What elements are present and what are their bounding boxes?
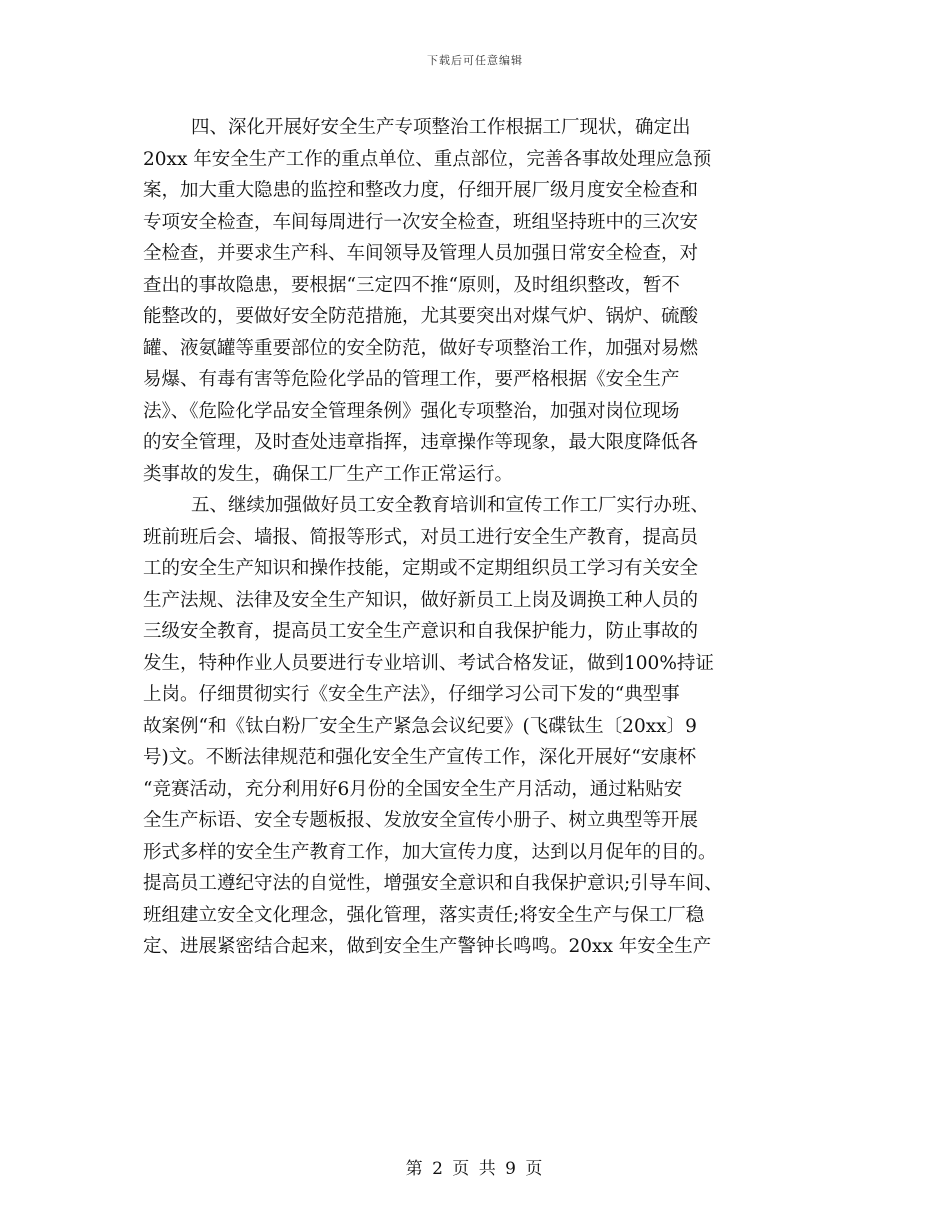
text-line: 的安全管理，及时查处违章指挥，违章操作等现象，最大限度降低各 bbox=[143, 432, 699, 453]
text-line: 20xx 年安全生产工作的重点单位、重点部位，完善各事故处理应急预 bbox=[143, 148, 712, 170]
paragraph bbox=[143, 490, 803, 963]
text-line: 班组建立安全文化理念，强化管理，落实责任;将安全生产与保工厂稳 bbox=[143, 904, 705, 926]
text-line: 号)文。不断法律规范和强化安全生产宣传工作，深化开展好“安康杯 bbox=[143, 747, 697, 768]
page-header: 下载后可任意编辑 bbox=[427, 54, 523, 67]
text-line: “竞赛活动，充分利用好6月份的全国安全生产月活动，通过粘贴安 bbox=[143, 778, 683, 800]
text-line: 三级安全教育，提高员工安全生产意识和自我保护能力，防止事故的 bbox=[143, 621, 699, 642]
text-line: 全生产标语、安全专题板报、发放安全宣传小册子、树立典型等开展 bbox=[143, 810, 699, 831]
text-line: 全检查，并要求生产科、车间领导及管理人员加强日常安全检查，对 bbox=[143, 243, 699, 264]
text-line: 提高员工遵纪守法的自觉性，增强安全意识和自我保护意识;引导车间、 bbox=[143, 873, 723, 894]
text-line: 上岗。仔细贯彻实行《安全生产法》，仔细学习公司下发的“典型事 bbox=[143, 684, 680, 705]
text-line: 罐、液氨罐等重要部位的安全防范，做好专项整治工作，加强对易燃 bbox=[143, 337, 699, 359]
text-line: 工的安全生产知识和操作技能，定期或不定期组织员工学习有关安全 bbox=[143, 558, 699, 579]
text-line: 形式多样的安全生产教育工作，加大宣传力度，达到以月促年的目的。 bbox=[143, 841, 717, 863]
text-line: 法》、《危险化学品安全管理条例》强化专项整治，加强对岗位现场 bbox=[143, 400, 680, 422]
text-line: 故案例“和《钛白粉厂安全生产紧急会议纪要》(飞碟钛生〔20xx〕9 bbox=[143, 715, 697, 737]
text-line: 案，加大重大隐患的监控和整改力度，仔细开展厂级月度安全检查和 bbox=[143, 180, 699, 201]
text-line: 查出的事故隐患，要根据“三定四不推“原则，及时组织整改，暂不 bbox=[143, 274, 680, 296]
text-line: 班前班后会、墙报、简报等形式，对员工进行安全生产教育，提高员 bbox=[143, 526, 699, 548]
text-line: 专项安全检查，车间每周进行一次安全检查，班组坚持班中的三次安 bbox=[143, 211, 699, 233]
page-footer: 第 2 页 共 9 页 bbox=[405, 1159, 545, 1179]
text-line: 生产法规、法律及安全生产知识，做好新员工上岗及调换工种人员的 bbox=[143, 589, 699, 611]
text-line: 定、进展紧密结合起来，做到安全生产警钟长鸣鸣。20xx 年安全生产 bbox=[143, 936, 712, 957]
text-line: 类事故的发生，确保工厂生产工作正常运行。 bbox=[143, 463, 514, 485]
text-line: 发生，特种作业人员要进行专业培训、考试合格发证，做到100%持证 bbox=[143, 652, 714, 674]
document-body bbox=[143, 112, 803, 963]
text-line: 能整改的，要做好安全防范措施，尤其要突出对煤气炉、锅炉、硫酸 bbox=[143, 306, 699, 327]
text-line: 四、深化开展好安全生产专项整治工作根据工厂现状，确定出 bbox=[191, 117, 691, 138]
paragraph bbox=[143, 112, 803, 490]
text-line: 易爆、有毒有害等危险化学品的管理工作，要严格根据《安全生产 bbox=[143, 369, 680, 390]
text-line: 五、继续加强做好员工安全教育培训和宣传工作工厂实行办班、 bbox=[191, 495, 710, 516]
